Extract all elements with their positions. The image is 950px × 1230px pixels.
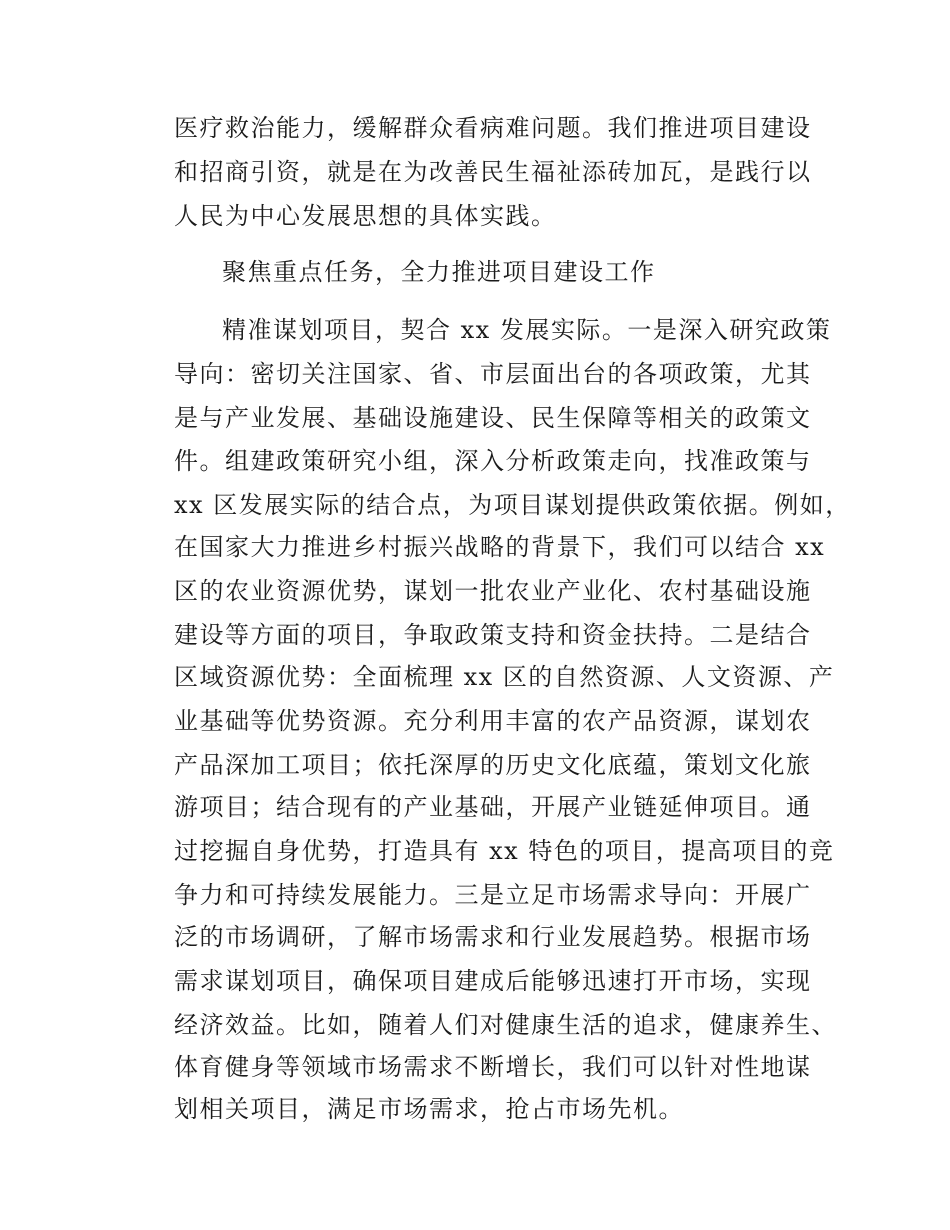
text-line: 建设等方面的项目，争取政策支持和资金扶持。二是结合: [174, 621, 812, 649]
text-line: 件。组建政策研究小组，深入分析政策走向，找准政策与: [174, 447, 812, 475]
text-line: 和招商引资，就是在为改善民生福祉添砖加瓦，是践行以: [174, 158, 812, 186]
text-line: 划相关项目，满足市场需求，抢占市场先机。: [174, 1095, 684, 1123]
text-line: xx 区发展实际的结合点，为项目谋划提供政策依据。例如，: [174, 491, 851, 519]
section-heading: 聚焦重点任务，全力推进项目建设工作: [222, 258, 656, 286]
text-line: 需求谋划项目，确保项目建成后能够迅速打开市场，实现: [174, 967, 812, 995]
text-line: 体育健身等领域市场需求不断增长，我们可以针对性地谋: [174, 1053, 812, 1081]
text-line: 经济效益。比如，随着人们对健康生活的追求，健康养生、: [174, 1011, 837, 1039]
text-line: 过挖掘自身优势，打造具有 xx 特色的项目，提高项目的竞: [174, 837, 835, 865]
text-line: 泛的市场调研，了解市场需求和行业发展趋势。根据市场: [174, 923, 812, 951]
text-line: 游项目；结合现有的产业基础，开展产业链延伸项目。通: [174, 793, 812, 821]
text-line: 业基础等优势资源。充分利用丰富的农产品资源，谋划农: [174, 707, 812, 735]
text-line: 是与产业发展、基础设施建设、民生保障等相关的政策文: [174, 404, 812, 432]
text-line: 在国家大力推进乡村振兴战略的背景下，我们可以结合 xx: [174, 533, 826, 561]
text-line: 产品深加工项目；依托深厚的历史文化底蕴，策划文化旅: [174, 751, 812, 779]
text-line: 区域资源优势：全面梳理 xx 区的自然资源、人文资源、产: [174, 663, 835, 691]
text-line: 导向：密切关注国家、省、市层面出台的各项政策，尤其: [174, 360, 812, 388]
text-line: 精准谋划项目，契合 xx 发展实际。一是深入研究政策: [222, 316, 832, 344]
text-line: 人民为中心发展思想的具体实践。: [174, 202, 557, 230]
text-line: 争力和可持续发展能力。三是立足市场需求导向：开展广: [174, 881, 812, 909]
text-line: 区的农业资源优势，谋划一批农业产业化、农村基础设施: [174, 577, 812, 605]
text-line: 医疗救治能力，缓解群众看病难问题。我们推进项目建设: [174, 114, 812, 142]
